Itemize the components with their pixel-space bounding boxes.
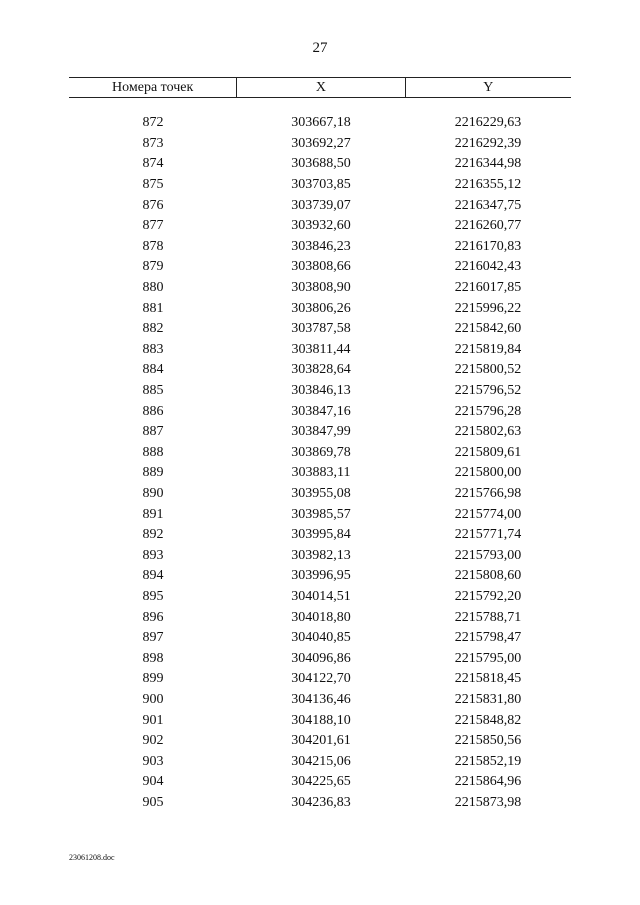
x-coordinate-cell: 304225,65 [291,774,351,790]
y-coordinate-cell: 2216229,63 [454,115,522,131]
x-coordinate-cell: 303808,66 [291,259,351,275]
y-coordinate-cell: 2216170,83 [454,238,522,254]
x-coordinate-cell: 303847,99 [291,424,351,440]
table-row [69,216,571,237]
table-row [69,134,571,155]
table-row [69,587,571,608]
x-coordinate-cell: 303688,50 [291,156,351,172]
x-coordinate-cell: 304215,06 [291,753,351,769]
x-coordinate-cell: 303739,07 [291,197,351,213]
point-number-cell: 888 [142,444,164,460]
table-row [69,319,571,340]
point-number-cell: 874 [142,156,164,172]
x-coordinate-cell: 303955,08 [291,485,351,501]
x-coordinate-cell: 304136,46 [291,691,351,707]
x-coordinate-cell: 303692,27 [291,135,351,151]
x-coordinate-cell: 304201,61 [291,733,351,749]
x-coordinate-cell: 303869,78 [291,444,351,460]
y-coordinate-cell: 2216347,75 [454,197,522,213]
point-number-cell: 891 [142,506,164,522]
x-coordinate-cell: 304014,51 [291,588,351,604]
y-coordinate-cell: 2215831,80 [454,691,522,707]
x-coordinate-cell: 303846,23 [291,238,351,254]
table-row [69,340,571,361]
point-number-cell: 875 [142,177,164,193]
x-coordinate-cell: 304188,10 [291,712,351,728]
point-number-cell: 897 [142,630,164,646]
x-coordinate-cell: 304040,85 [291,630,351,646]
y-coordinate-cell: 2215771,74 [454,527,522,543]
table-row [69,710,571,731]
x-coordinate-cell: 303811,44 [291,341,351,357]
y-coordinate-cell: 2216344,98 [454,156,522,172]
table-row [69,648,571,669]
point-number-cell: 905 [142,794,164,810]
point-number-cell: 883 [142,341,164,357]
table-row [69,607,571,628]
table-row [69,751,571,772]
point-number-cell: 890 [142,485,164,501]
point-number-cell: 885 [142,383,164,399]
table-row [69,484,571,505]
x-coordinate-cell: 303808,90 [291,280,351,296]
point-number-cell: 882 [142,321,164,337]
y-coordinate-cell: 2215873,98 [454,794,522,810]
table-row [69,113,571,134]
point-number-cell: 876 [142,197,164,213]
y-coordinate-cell: 2215788,71 [454,609,522,625]
point-number-cell: 900 [142,691,164,707]
point-number-cell: 889 [142,465,164,481]
table-row [69,772,571,793]
point-number-cell: 872 [142,115,164,131]
y-coordinate-cell: 2215793,00 [454,547,522,563]
y-coordinate-cell: 2215798,47 [454,630,522,646]
point-number-cell: 895 [142,588,164,604]
table-row [69,443,571,464]
y-coordinate-cell: 2215796,52 [454,383,522,399]
table-row [69,504,571,525]
table-row [69,422,571,443]
point-number-cell: 894 [142,568,164,584]
x-coordinate-cell: 304122,70 [291,671,351,687]
y-coordinate-cell: 2215996,22 [454,300,522,316]
point-number-cell: 877 [142,218,164,234]
x-coordinate-cell: 303995,84 [291,527,351,543]
y-coordinate-cell: 2215842,60 [454,321,522,337]
y-coordinate-cell: 2215848,82 [454,712,522,728]
y-coordinate-cell: 2215766,98 [454,485,522,501]
point-number-cell: 904 [142,774,164,790]
table-row [69,298,571,319]
document-file-label: 23061208.doc [69,853,115,862]
x-coordinate-cell: 303703,85 [291,177,351,193]
y-coordinate-cell: 2215792,20 [454,588,522,604]
page-number: 27 [312,40,328,56]
point-number-cell: 886 [142,403,164,419]
table-row [69,195,571,216]
point-number-cell: 896 [142,609,164,625]
table-row [69,731,571,752]
table-row [69,669,571,690]
x-coordinate-cell: 304018,80 [291,609,351,625]
x-coordinate-cell: 303996,95 [291,568,351,584]
y-coordinate-cell: 2216292,39 [454,135,522,151]
table-row [69,381,571,402]
y-coordinate-cell: 2215796,28 [454,403,522,419]
point-number-cell: 899 [142,671,164,687]
table-row [69,566,571,587]
x-coordinate-cell: 303806,26 [291,300,351,316]
x-coordinate-cell: 303985,57 [291,506,351,522]
y-coordinate-cell: 2215800,52 [454,362,522,378]
y-coordinate-cell: 2215795,00 [454,650,522,666]
point-number-cell: 884 [142,362,164,378]
x-coordinate-cell: 303932,60 [291,218,351,234]
table-row [69,175,571,196]
table-row [69,360,571,381]
table-row [69,628,571,649]
y-coordinate-cell: 2216017,85 [454,280,522,296]
point-number-cell: 893 [142,547,164,563]
coordinates-table-body [69,113,571,813]
point-number-cell: 879 [142,259,164,275]
y-coordinate-cell: 2216260,77 [454,218,522,234]
x-coordinate-cell: 303847,16 [291,403,351,419]
header-y: Y [483,79,494,95]
table-row [69,154,571,175]
y-coordinate-cell: 2215819,84 [454,341,522,357]
x-coordinate-cell: 304236,83 [291,794,351,810]
y-coordinate-cell: 2216042,43 [454,259,522,275]
y-coordinate-cell: 2215774,00 [454,506,522,522]
point-number-cell: 878 [142,238,164,254]
point-number-cell: 901 [142,712,164,728]
header-point-numbers: Номера точек [69,78,237,97]
table-row [69,278,571,299]
x-coordinate-cell: 303787,58 [291,321,351,337]
table-row [69,793,571,814]
y-coordinate-cell: 2215864,96 [454,774,522,790]
table-row [69,463,571,484]
point-number-cell: 898 [142,650,164,666]
y-coordinate-cell: 2215808,60 [454,568,522,584]
table-row [69,545,571,566]
x-coordinate-cell: 303883,11 [291,465,351,481]
x-coordinate-cell: 303667,18 [291,115,351,131]
table-row [69,525,571,546]
y-coordinate-cell: 2215850,56 [454,733,522,749]
point-number-cell: 892 [142,527,164,543]
table-row [69,690,571,711]
point-number-cell: 902 [142,733,164,749]
point-number-cell: 873 [142,135,164,151]
table-row [69,237,571,258]
table-header [69,77,571,98]
header-x: X [237,78,405,97]
point-number-cell: 880 [142,280,164,296]
x-coordinate-cell: 304096,86 [291,650,351,666]
y-coordinate-cell: 2215802,63 [454,424,522,440]
y-coordinate-cell: 2215852,19 [454,753,522,769]
y-coordinate-cell: 2215809,61 [454,444,522,460]
table-row [69,401,571,422]
point-number-cell: 881 [142,300,164,316]
y-coordinate-cell: 2215800,00 [454,465,522,481]
y-coordinate-cell: 2216355,12 [454,177,522,193]
y-coordinate-cell: 2215818,45 [454,671,522,687]
point-number-cell: 903 [142,753,164,769]
x-coordinate-cell: 303982,13 [291,547,351,563]
table-row [69,257,571,278]
x-coordinate-cell: 303828,64 [291,362,351,378]
x-coordinate-cell: 303846,13 [291,383,351,399]
point-number-cell: 887 [142,424,164,440]
